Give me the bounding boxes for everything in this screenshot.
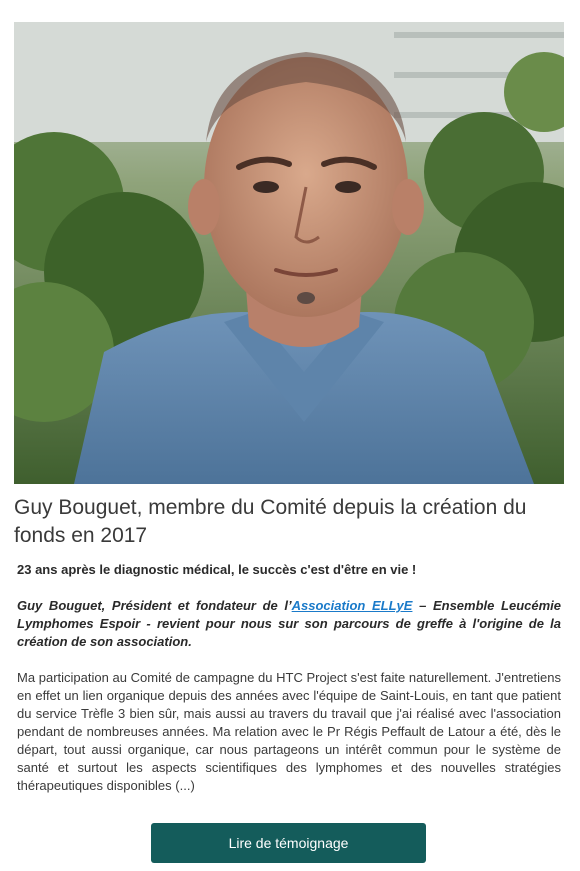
- article-lead: 23 ans après le diagnostic médical, le succès c'est d'être en vie !: [17, 562, 417, 577]
- article-intro: [17, 597, 561, 651]
- portrait-photo: [14, 22, 564, 484]
- intro-text-after: – Ensemble Leucémie Lymphomes Espoir - revient pour nous sur son parcours de greffe à l'origine de la création de son association.: [17, 598, 562, 649]
- intro-text-before: Guy Bouguet, Président et fondateur de l’: [17, 598, 292, 613]
- article-body: [17, 561, 561, 795]
- read-testimony-button[interactable]: Lire de témoignage: [151, 823, 426, 863]
- association-ellye-link[interactable]: Association ELLyE: [291, 598, 413, 613]
- article-headline: Guy Bouguet, membre du Comité depuis la création du fonds en 2017: [14, 496, 527, 547]
- article-paragraph: Ma participation au Comité de campagne du HTC Project s'est faite naturellement. J'entretiens en effet un lien organique depuis des années avec l'équipe de Saint-Louis, en tant que patient du service Trèfle 3 bien sûr, mais aussi au travers du travail que j'ai réalisé avec l'association pendant de nombreuses années. Ma relation avec le Pr Régis Peffault de Latour a été, dès le départ, tout aussi organique, car nous partageons un intérêt commun pour le système de santé et surtout les aspects scientifiques des lymphomes et des nouvelles stratégies thérapeutiques disponibles (...): [17, 670, 561, 793]
